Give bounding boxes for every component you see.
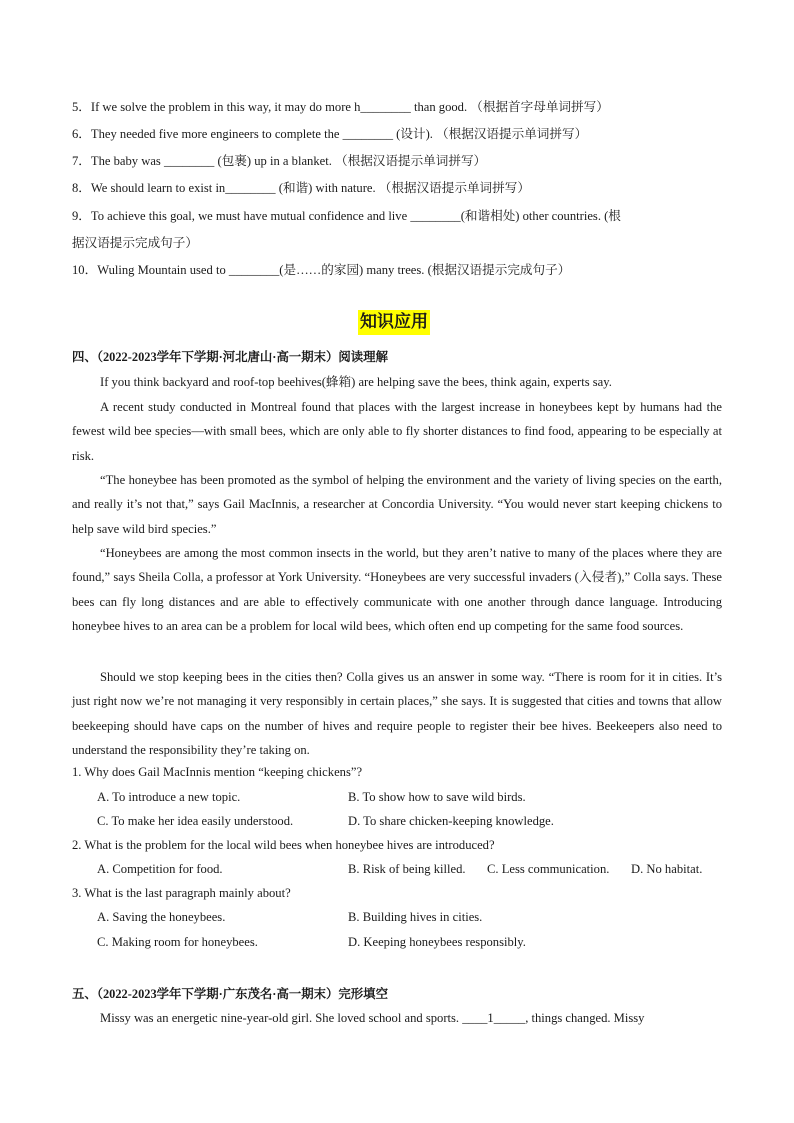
question-3-option-c: C. Making room for honeybees. — [97, 935, 258, 949]
cloze-text-after-blank: , things changed. Missy — [525, 1011, 645, 1025]
question-3-option-d: D. Keeping honeybees responsibly. — [348, 935, 526, 949]
exercise-item-8: 8．We should learn to exist in________ (和谐) with nature. （根据汉语提示单词拼写） — [72, 181, 530, 195]
question-1-option-b: B. To show how to save wild birds. — [348, 790, 526, 804]
question-2-stem: 2. What is the problem for the local wild bees when honeybee hives are introduced? — [72, 838, 495, 852]
question-3-option-b: B. Building hives in cities. — [348, 910, 483, 924]
cloze-text-before-blank: Missy was an energetic nine-year-old girl. She loved school and sports. — [100, 1011, 463, 1025]
question-1-option-d: D. To share chicken-keeping knowledge. — [348, 814, 554, 828]
question-2-option-d: D. No habitat. — [631, 862, 703, 876]
section-5-title: 五、（2022-2023学年下学期·广东茂名·高一期末）完形填空 — [72, 987, 388, 1001]
question-3-stem: 3. What is the last paragraph mainly about? — [72, 886, 291, 900]
passage-paragraph-5: Should we stop keeping bees in the cities then? Colla gives us an answer in some way. “There is room for it in cities. It’s just right now we’re not managing it very responsibly in certain places,” she says. It is suggested that cities and towns that allow beekeeping should have caps on the number of hives and require people to register their bee hives. Beekeepers also need to understand the responsibility they’re taking on. — [72, 670, 722, 757]
section-4-title: 四、（2022-2023学年下学期·河北唐山·高一期末）阅读理解 — [72, 350, 388, 364]
cloze-first-line — [100, 1011, 644, 1026]
passage-paragraph-1: If you think backyard and roof-top beehives(蜂箱) are helping save the bees, think again, experts say. — [100, 375, 612, 389]
exercise-item-10: 10．Wuling Mountain used to ________(是……的家园) many trees. (根据汉语提示完成句子） — [72, 263, 571, 277]
exercise-item-7: 7．The baby was ________ (包裹) up in a blanket. （根据汉语提示单词拼写） — [72, 154, 487, 168]
question-2-option-c: C. Less communication. — [487, 862, 610, 876]
section-heading-knowledge-application: 知识应用 — [358, 310, 430, 335]
question-1-stem: 1. Why does Gail MacInnis mention “keeping chickens”? — [72, 765, 363, 779]
exercise-item-9: 9．To achieve this goal, we must have mutual confidence and live ________(和谐相处) other countries. (根 — [72, 209, 621, 223]
exercise-item-5: 5．If we solve the problem in this way, it may do more h________ than good. （根据首字母单词拼写） — [72, 100, 609, 114]
cloze-blank-1: ____1_____ — [462, 1011, 526, 1025]
question-3-option-a: A. Saving the honeybees. — [97, 910, 226, 924]
passage-paragraph-3: “The honeybee has been promoted as the symbol of helping the environment and the variety of living species on the earth, and really it’s not that,” says Gail MacInnis, a researcher at Concordia University. “You would never start keeping chickens to help save wild bird species.” — [72, 473, 722, 536]
question-1-option-a: A. To introduce a new topic. — [97, 790, 241, 804]
question-2-option-b: B. Risk of being killed. — [348, 862, 466, 876]
exercise-item-9-cont: 据汉语提示完成句子） — [72, 236, 198, 250]
passage-paragraph-4: “Honeybees are among the most common insects in the world, but they aren’t native to many of the places where they are found,” says Sheila Colla, a professor at York University. “Honeybees are very successful invaders (入侵者),” Colla says. These bees can fly long distances and are able to effectively communicate with one another through dance language. Introducing honeybee hives to an area can be a problem for local wild bees, which often end up competing for the same food sources. — [72, 546, 722, 633]
exercise-item-6: 6．They needed five more engineers to complete the ________ (设计). （根据汉语提示单词拼写） — [72, 127, 588, 141]
question-2-option-a: A. Competition for food. — [97, 862, 223, 876]
question-1-option-c: C. To make her idea easily understood. — [97, 814, 294, 828]
passage-paragraph-2: A recent study conducted in Montreal found that places with the largest increase in honeybees kept by humans had the fewest wild bee species—with small bees, which are only able to fly shorter distances to find food, appearing to be especially at risk. — [72, 400, 722, 463]
